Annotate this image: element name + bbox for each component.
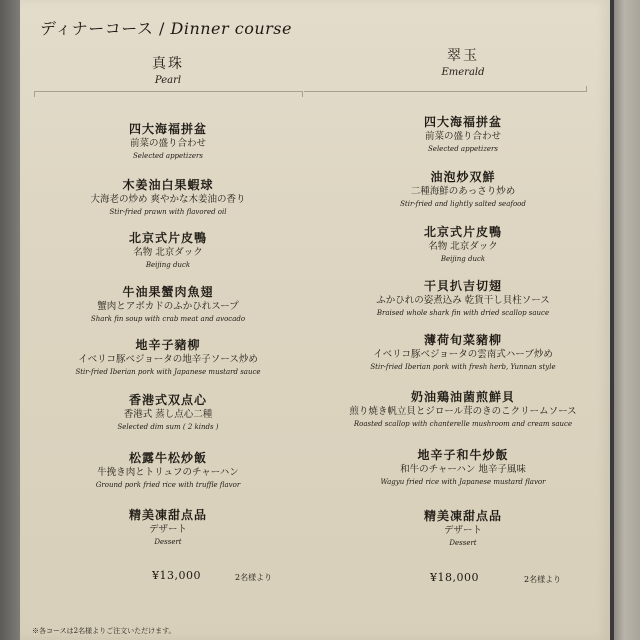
dish-name-zh: 地辛子和牛炒飯 [417,448,509,462]
minimum-people-note: 2名様より [235,573,273,582]
page-title [40,16,292,39]
background-next-page [614,0,640,640]
dish-name-en: Selected dim sum ( 2 kinds ) [117,423,219,431]
title-japanese: ディナーコース [40,19,154,38]
dish-item [316,390,610,430]
divider-right [304,91,586,92]
dish-name-jp: イベリコ豚ベジョータの地辛子ソース炒め [78,354,258,365]
dish-item [316,333,610,373]
dish-name-jp: 煎り焼き帆立貝とジロール茸のきのこクリームソース [349,406,577,417]
dish-name-zh: 北京式片皮鴨 [423,225,502,239]
dish-name-en: Wagyu fried rice with Japanese mustard flavor [380,478,546,486]
dish-name-zh: 北京式片皮鴨 [128,231,207,245]
dish-name-zh: 四大海福拼盆 [423,115,502,129]
dish-item [316,509,610,549]
dish-name-jp: ふかひれの姿煮込み 乾貨干し貝柱ソース [376,295,550,306]
dish-name-zh: 牛油果蟹肉魚翅 [122,285,214,299]
dish-name-en: Stir-fried Iberian pork with fresh herb, Yunnan style [370,363,556,371]
dish-item [316,115,610,155]
dish-name-en: Braised whole shark fin with dried scallop sauce [376,309,550,317]
dish-name-zh: 香港式双点心 [128,393,207,407]
dish-item [316,225,610,265]
dish-name-jp: 前菜の盛り合わせ [424,131,501,142]
divider-left-tick [34,91,35,97]
dish-item [20,178,316,218]
dish-name-jp: 蟹肉とアボカドのふかひれスープ [97,301,239,312]
dish-item [20,508,316,548]
dish-name-jp: デザート [443,525,482,536]
dish-name-jp: 香港式 蒸し点心二種 [123,409,213,420]
dish-name-jp: 名物 北京ダック [428,241,498,252]
dish-name-jp: デザート [148,524,187,535]
dish-name-zh: 四大海福拼盆 [128,122,207,136]
dish-name-en: Stir-fried and lightly salted seafood [400,200,526,208]
dish-name-jp: 大海老の炒め 爽やかな木姜油の香り [90,194,246,205]
course-price: ¥13,000 [152,569,201,582]
dish-name-jp: 二種海鮮のあっさり炒め [410,186,516,197]
dish-name-jp: 名物 北京ダック [133,247,203,258]
dish-name-en: Beijing duck [440,255,486,263]
course-name-en: Pearl [154,75,182,86]
dish-name-jp: 前菜の盛り合わせ [129,138,206,149]
dish-item [20,451,316,491]
dish-item [316,170,610,210]
course-name-en: Emerald [441,67,485,78]
dish-name-zh: 薄荷旬菜豬柳 [423,333,502,347]
divider-left [34,91,302,92]
dish-name-jp: 和牛のチャーハン 地辛子風味 [400,464,526,475]
divider-right-tick [586,86,587,92]
course-header [20,53,316,86]
dish-name-en: Dessert [154,538,182,546]
dish-item [20,393,316,433]
dish-name-en: Stir-fried Iberian pork with Japanese mustard sauce [75,368,261,376]
dish-item [316,448,610,488]
background-left-edge [0,0,20,640]
dish-item [20,231,316,271]
course-price: ¥18,000 [430,571,479,584]
dish-name-en: Stir-fried prawn with flavored oil [109,208,227,216]
dish-name-jp: イベリコ豚ベジョータの雲南式ハーブ炒め [373,349,553,360]
dish-name-zh: 油泡炒双鮮 [430,170,496,184]
dish-name-zh: 干貝扒吉切翅 [423,279,502,293]
dish-name-en: Shark fin soup with crab meat and avocado [90,315,246,323]
course-name-zh: 真珠 [152,56,184,72]
dish-name-en: Selected appetizers [428,145,498,153]
dish-name-zh: 奶油鶏油菌煎鮮貝 [410,390,515,404]
dish-name-en: Selected appetizers [133,152,203,160]
footnote: ※各コースは2名様よりご注文いただけます。 [32,627,176,635]
dish-name-zh: 精美凍甜点品 [423,509,502,523]
divider-left-tick [302,91,303,97]
minimum-people-note: 2名様より [524,575,562,584]
dish-name-en: Dessert [449,539,477,547]
dish-item [20,122,316,162]
course-name-zh: 翠玉 [447,48,479,64]
dish-name-zh: 木姜油白果蝦球 [122,178,214,192]
menu-page [20,0,610,640]
title-english: Dinner course [170,19,292,38]
dish-name-zh: 地辛子豬柳 [135,338,201,352]
dish-item [316,279,610,319]
dish-name-zh: 松露牛松炒飯 [128,451,207,465]
dish-name-en: Ground pork fried rice with truffle flavor [95,481,241,489]
dish-name-zh: 精美凍甜点品 [128,508,207,522]
dish-item [20,285,316,325]
title-separator: / [159,19,165,38]
dish-name-en: Beijing duck [145,261,191,269]
course-header [316,45,610,78]
dish-name-jp: 牛挽き肉とトリュフのチャーハン [97,467,239,478]
dish-item [20,338,316,378]
dish-name-en: Roasted scallop with chanterelle mushroom and cream sauce [353,420,573,428]
